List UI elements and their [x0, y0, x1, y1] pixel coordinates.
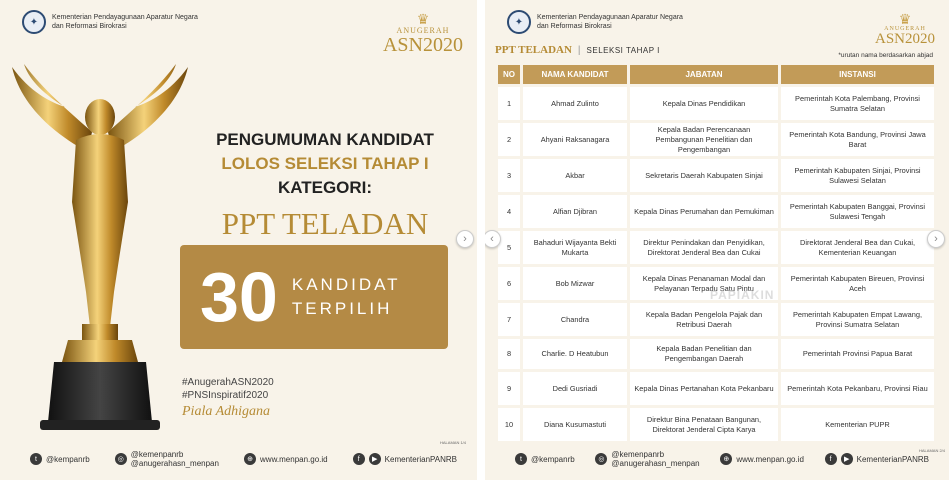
header-nama: NAMA KANDIDAT: [523, 65, 627, 84]
candidate-count-box: [180, 245, 448, 349]
globe-icon: ⊕: [244, 453, 256, 465]
social-footer: [515, 450, 929, 468]
cell-jabatan: Direktur Bina Penataan Bangunan, Direktorat Jenderal Cipta Karya: [630, 408, 778, 441]
cell-no: 7: [498, 303, 520, 336]
next-slide-button[interactable]: ›: [456, 230, 474, 248]
award-word: ANUGERAH: [396, 26, 450, 35]
cell-jabatan: Kepala Dinas Pertanahan Kota Pekanbaru: [630, 372, 778, 405]
cell-instansi: Pemerintah Kota Bandung, Provinsi Jawa Barat: [781, 123, 934, 156]
header-jabatan: JABATAN: [630, 65, 778, 84]
cell-nama: Dedi Gusriadi: [523, 372, 627, 405]
award-name: ASN2020: [382, 34, 463, 56]
social-footer: [30, 450, 457, 468]
award-name: ASN2020: [874, 31, 935, 47]
table-title: [495, 44, 660, 56]
order-note: *urutan nama berdasarkan abjad: [838, 52, 933, 59]
cell-instansi: Pemerintah Kota Pekanbaru, Provinsi Riau: [781, 372, 934, 405]
piala-title: Piala Adhigana: [182, 404, 271, 419]
footer-website: ⊕ www.menpan.go.id: [720, 453, 804, 465]
table-row: [498, 372, 934, 405]
cell-no: 4: [498, 195, 520, 228]
candidate-count: 30: [200, 258, 278, 336]
cell-no: 5: [498, 231, 520, 264]
cell-nama: Akbar: [523, 159, 627, 192]
ministry-name-line1: Kementerian Pendayagunaan Aparatur Negara: [537, 14, 683, 21]
footer-twitter: t @kempanrb: [515, 453, 575, 465]
candidate-table: [495, 62, 937, 444]
facebook-icon: f: [825, 453, 837, 465]
cell-instansi: Pemerintah Provinsi Papua Barat: [781, 339, 934, 369]
ministry-name-line2: dan Reformasi Birokrasi: [52, 23, 127, 30]
cell-no: 9: [498, 372, 520, 405]
slide-2: [485, 0, 949, 480]
instagram-icon: ◎: [115, 453, 127, 465]
header-instansi: INSTANSI: [781, 65, 934, 84]
cell-no: 2: [498, 123, 520, 156]
cell-jabatan: Kepala Dinas Perumahan dan Pemukiman: [630, 195, 778, 228]
anugerah-asn-logo: [383, 12, 463, 55]
footer-instagram: ◎ @kemenpanrb @anugerahasn_menpan: [115, 450, 219, 468]
cell-jabatan: Kepala Badan Perencanaan Pembangunan Penelitian dan Pengembangan: [630, 123, 778, 156]
table-row: [498, 159, 934, 192]
cell-instansi: Pemerintah Kota Palembang, Provinsi Sumatra Selatan: [781, 87, 934, 120]
cell-no: 6: [498, 267, 520, 300]
facebook-icon: f: [353, 453, 365, 465]
hashtags: [182, 376, 274, 402]
cell-nama: Bob Mizwar: [523, 267, 627, 300]
cell-no: 10: [498, 408, 520, 441]
table-row: [498, 87, 934, 120]
twitter-icon: t: [515, 453, 527, 465]
cell-instansi: Pemerintah Kabupaten Banggai, Provinsi Sulawesi Tengah: [781, 195, 934, 228]
cell-instansi: Pemerintah Kabupaten Empat Lawang, Provinsi Sumatra Selatan: [781, 303, 934, 336]
carousel-gap: [477, 0, 485, 480]
footer-facebook: f ▶ KementerianPANRB: [825, 453, 929, 465]
count-label-line1: KANDIDAT: [291, 275, 401, 294]
prev-slide-button[interactable]: ‹: [485, 230, 501, 248]
footer-instagram: ◎ @kemenpanrb @anugerahasn_menpan: [595, 450, 699, 468]
page-number: HALAMAN 1/4: [440, 440, 467, 445]
category-title: PPT TELADAN: [495, 44, 572, 56]
instagram-icon: ◎: [595, 453, 607, 465]
cell-instansi: Pemerintah Kabupaten Sinjai, Provinsi Sulawesi Selatan: [781, 159, 934, 192]
cell-jabatan: Kepala Dinas Pendidikan: [630, 87, 778, 120]
footer-website: ⊕ www.menpan.go.id: [244, 453, 328, 465]
award-word: ANUGERAH: [884, 26, 926, 32]
watermark: PAPIAKIN: [710, 288, 775, 302]
ministry-name-line2: dan Reformasi Birokrasi: [537, 23, 612, 30]
cell-nama: Chandra: [523, 303, 627, 336]
anugerah-asn-logo: [875, 12, 935, 47]
trophy-icon: ♛: [416, 11, 430, 27]
garuda-logo-icon: ✦: [22, 10, 46, 34]
headline-line1: PENGUMUMAN KANDIDAT: [216, 130, 434, 149]
table-row: [498, 408, 934, 441]
footer-facebook: f ▶ KementerianPANRB: [353, 453, 457, 465]
next-slide-button[interactable]: ›: [927, 230, 945, 248]
title-separator: |: [577, 44, 581, 56]
cell-nama: Alfian Djibran: [523, 195, 627, 228]
table-row: [498, 231, 934, 264]
stage-subtitle: SELEKSI TAHAP I: [586, 45, 660, 55]
youtube-icon: ▶: [841, 453, 853, 465]
headline-line2: LOLOS SELEKSI TAHAP I: [221, 154, 429, 173]
table-header-row: [498, 65, 934, 84]
cell-no: 1: [498, 87, 520, 120]
cell-jabatan: Kepala Badan Penelitian dan Pengembangan Daerah: [630, 339, 778, 369]
category-title: PPT TELADAN: [221, 206, 429, 241]
cell-nama: Charlie. D Heatubun: [523, 339, 627, 369]
golden-trophy-image: [10, 62, 190, 437]
ministry-header: [507, 10, 683, 34]
cell-jabatan: Direktur Penindakan dan Penyidikan, Direktorat Jenderal Bea dan Cukai: [630, 231, 778, 264]
garuda-logo-icon: ✦: [507, 10, 531, 34]
cell-instansi: Direktorat Jenderal Bea dan Cukai, Kementerian Keuangan: [781, 231, 934, 264]
ministry-header: [22, 10, 198, 34]
announcement-headline: [190, 128, 460, 244]
table-row: [498, 303, 934, 336]
globe-icon: ⊕: [720, 453, 732, 465]
cell-nama: Bahaduri Wijayanta Bekti Mukarta: [523, 231, 627, 264]
cell-instansi: Kementerian PUPR: [781, 408, 934, 441]
hashtag-pns: #PNSInspiratif2020: [182, 390, 269, 401]
cell-jabatan: Kepala Badan Pengelola Pajak dan Retribusi Daerah: [630, 303, 778, 336]
trophy-icon: ♛: [898, 11, 912, 27]
youtube-icon: ▶: [369, 453, 381, 465]
twitter-icon: t: [30, 453, 42, 465]
table-row: [498, 123, 934, 156]
cell-nama: Diana Kusumastuti: [523, 408, 627, 441]
cell-jabatan: Sekretaris Daerah Kabupaten Sinjai: [630, 159, 778, 192]
page-number: HALAMAN 2/4: [919, 448, 946, 453]
cell-nama: Ahyani Raksanagara: [523, 123, 627, 156]
count-label-line2: TERPILIH: [291, 299, 393, 318]
ministry-name-line1: Kementerian Pendayagunaan Aparatur Negara: [52, 14, 198, 21]
table-row: [498, 195, 934, 228]
cell-no: 3: [498, 159, 520, 192]
table-row: [498, 339, 934, 369]
cell-nama: Ahmad Zulinto: [523, 87, 627, 120]
footer-twitter: t @kempanrb: [30, 453, 90, 465]
cell-instansi: Pemerintah Kabupaten Bireuen, Provinsi Aceh: [781, 267, 934, 300]
cell-jabatan: Kepala Dinas Penanaman Modal dan Pelayanan Terpadu Satu Pintu: [630, 267, 778, 300]
headline-line3: KATEGORI:: [277, 178, 373, 197]
cell-no: 8: [498, 339, 520, 369]
hashtag-anugerah: #AnugerahASN2020: [182, 377, 274, 388]
header-no: NO: [498, 65, 520, 84]
